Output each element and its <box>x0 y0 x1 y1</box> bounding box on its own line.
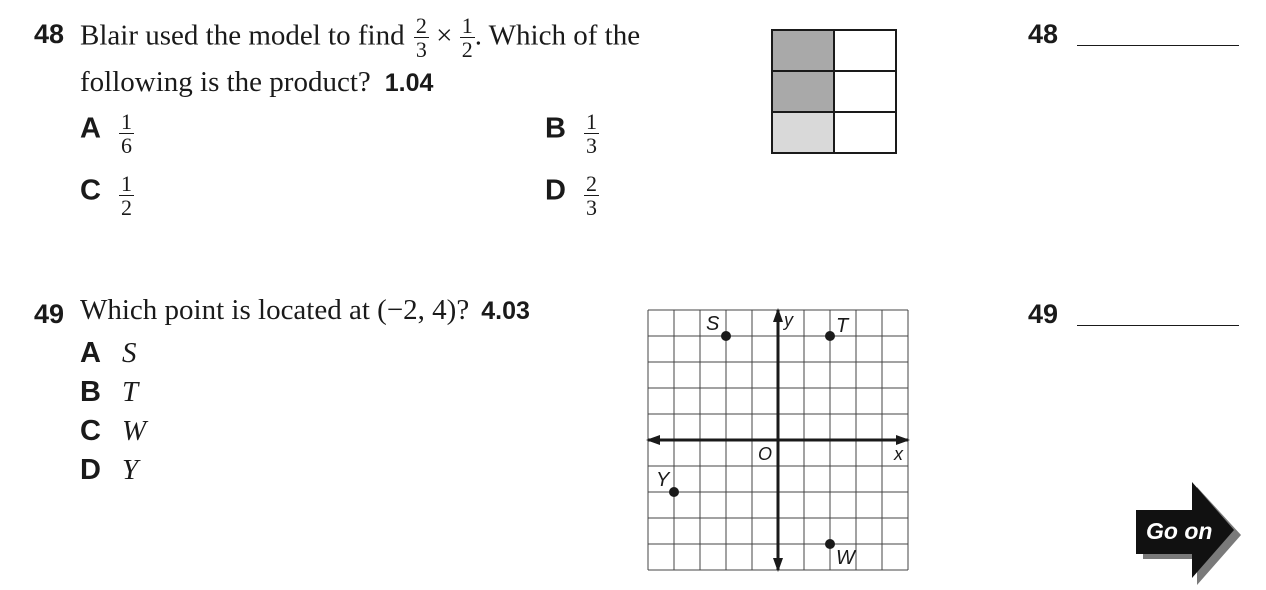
fraction-denominator: 6 <box>120 133 132 159</box>
model-cell <box>834 30 896 71</box>
go-on-label: Go on <box>1146 518 1213 544</box>
fraction-numerator: 1 <box>120 171 132 196</box>
point-label-s: S <box>706 313 720 335</box>
coordinate-grid <box>640 302 916 578</box>
question-48-number: 48 <box>34 19 65 49</box>
choice-letter: A <box>80 112 101 145</box>
question-49-number: 49 <box>34 299 65 329</box>
fraction-numerator: 2 <box>415 13 427 38</box>
choice-letter: D <box>545 174 566 207</box>
y-axis-label: y <box>784 310 793 330</box>
question-48-line2-text: following is the product? <box>80 66 371 98</box>
point-label-w: W <box>836 547 855 569</box>
fraction-1-2 <box>460 14 475 61</box>
answer-48-blank[interactable] <box>1077 45 1239 46</box>
fraction-denominator: 3 <box>415 37 427 63</box>
choice-letter: A <box>80 337 101 369</box>
point-label-y: Y <box>656 469 670 491</box>
question-48-text-before: Blair used the model to find <box>80 19 405 52</box>
fraction-numerator: 2 <box>585 171 597 196</box>
choice-fraction <box>584 172 599 219</box>
choice-c[interactable] <box>80 172 134 219</box>
question-48-line2 <box>80 66 433 99</box>
model-cell <box>834 71 896 112</box>
model-cell <box>834 112 896 153</box>
fraction-denominator: 2 <box>461 37 473 63</box>
answer-48-number: 48 <box>1028 19 1059 49</box>
choice-letter: B <box>80 376 101 408</box>
area-model <box>770 28 898 156</box>
choice-fraction <box>584 110 599 157</box>
fraction-numerator: 1 <box>120 109 132 134</box>
question-48-text <box>80 14 640 61</box>
times-sign: × <box>436 19 453 52</box>
answer-49-number: 49 <box>1028 299 1059 329</box>
fraction-numerator: 1 <box>461 13 473 38</box>
choice-fraction <box>119 110 134 157</box>
question-49-code: 4.03 <box>481 297 530 325</box>
choice-letter: B <box>545 112 566 145</box>
choice-letter: C <box>80 174 101 207</box>
fraction-denominator: 2 <box>120 195 132 221</box>
model-cell <box>772 30 834 71</box>
choice-value: T <box>122 376 139 408</box>
question-49-text: Which point is located at (−2, 4)? <box>80 294 470 326</box>
choice-b[interactable] <box>80 376 138 409</box>
choice-value: S <box>122 337 137 369</box>
fraction-2-3 <box>414 14 429 61</box>
model-cell <box>772 112 834 153</box>
choice-letter: D <box>80 454 101 486</box>
fraction-denominator: 3 <box>585 195 597 221</box>
model-cell <box>772 71 834 112</box>
choice-fraction <box>119 172 134 219</box>
x-axis-label: x <box>894 444 903 464</box>
point-label-t: T <box>836 315 849 337</box>
question-49-line <box>80 294 530 327</box>
choice-a[interactable] <box>80 337 137 370</box>
answer-49-blank[interactable] <box>1077 325 1239 326</box>
choice-value: Y <box>122 454 139 486</box>
choice-letter: C <box>80 415 101 447</box>
point-y <box>669 487 679 497</box>
choice-value: W <box>122 415 147 447</box>
choice-b[interactable] <box>545 110 599 157</box>
question-48-code: 1.04 <box>384 69 434 97</box>
origin-label: O <box>758 444 773 464</box>
fraction-denominator: 3 <box>585 133 597 159</box>
point-s <box>721 331 731 341</box>
point-w <box>825 539 835 549</box>
choice-c[interactable] <box>80 415 146 448</box>
go-on-arrow-icon[interactable] <box>1130 478 1244 588</box>
choice-d[interactable] <box>80 454 138 487</box>
point-t <box>825 331 835 341</box>
choice-a[interactable] <box>80 110 134 157</box>
fraction-numerator: 1 <box>585 109 597 134</box>
choice-d[interactable] <box>545 172 599 219</box>
question-48-text-after: . Which of the <box>474 19 641 52</box>
